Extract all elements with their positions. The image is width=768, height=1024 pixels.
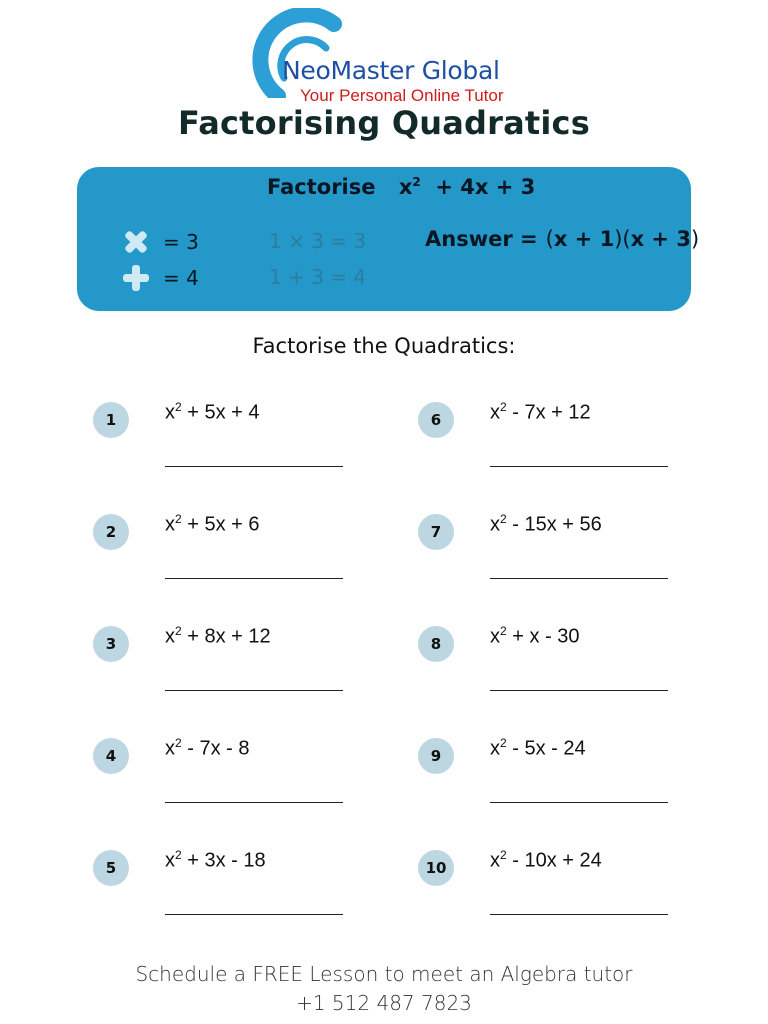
add-row [121,263,199,293]
add-result: = 4 [163,266,199,290]
logo [248,8,538,108]
problem-item [418,848,748,938]
footer [0,960,768,1018]
multiply-hint: 1 × 3 = 3 [269,229,367,253]
example-answer: Answer = (x + 1)(x + 3) [425,227,700,251]
problem-number: 8 [418,626,454,662]
page-title: Factorising Quadratics [178,104,590,142]
problem-number: 6 [418,402,454,438]
problem-expression: $x^2 + 5x + 4$ [165,400,260,424]
problem-item [93,512,423,602]
answer-line[interactable] [490,466,668,467]
problem-item [418,400,748,490]
problem-expression: $x^2 - 7x - 8$ [165,736,250,760]
problem-item [418,512,748,602]
answer-line[interactable] [490,578,668,579]
worked-example-banner [77,167,700,311]
example-expression: $x^2 + 4x + 3$ [398,175,536,199]
problem-number: 4 [93,738,129,774]
problem-item [418,624,748,714]
logo-tagline: Your Personal Online Tutor [300,86,504,105]
add-hint: 1 + 3 = 4 [269,265,367,289]
answer-line[interactable] [490,802,668,803]
problem-expression: $x^2 + x - 30$ [490,624,580,648]
footer-phone: +1 512 487 7823 [296,991,472,1015]
problem-item [418,736,748,826]
example-heading-label: Factorise [267,175,376,199]
footer-cta: Schedule a FREE Lesson to meet an Algebra tutor [135,962,633,986]
problem-number: 5 [93,850,129,886]
problem-expression: $x^2 + 3x - 18$ [165,848,266,872]
answer-line[interactable] [165,802,343,803]
problem-expression: $x^2 - 7x + 12$ [490,400,591,424]
multiply-result: = 3 [163,230,199,254]
problem-number: 9 [418,738,454,774]
problem-item [93,400,423,490]
problem-expression: $x^2 + 8x + 12$ [165,624,271,648]
problem-expression: $x^2 - 15x + 56$ [490,512,602,536]
problem-number: 3 [93,626,129,662]
problem-expression: $x^2 - 5x - 24$ [490,736,586,760]
logo-name: NeoMaster Global [282,56,500,85]
answer-line[interactable] [490,690,668,691]
instructions: Factorise the Quadratics: [252,334,516,358]
problem-expression: $x^2 - 10x + 24$ [490,848,602,872]
answer-line[interactable] [165,466,343,467]
multiply-icon [121,227,151,257]
problem-expression: $x^2 + 5x + 6$ [165,512,260,536]
problem-item [93,624,423,714]
answer-label: Answer = [425,227,538,251]
problem-number: 2 [93,514,129,550]
answer-line[interactable] [165,578,343,579]
answer-line[interactable] [165,914,343,915]
plus-icon [121,263,151,293]
problem-number: 1 [93,402,129,438]
problem-number: 10 [418,850,454,886]
problem-item [93,736,423,826]
problem-item [93,848,423,938]
answer-line[interactable] [165,690,343,691]
problem-number: 7 [418,514,454,550]
answer-line[interactable] [490,914,668,915]
multiply-row [121,227,199,257]
example-heading [267,175,535,199]
